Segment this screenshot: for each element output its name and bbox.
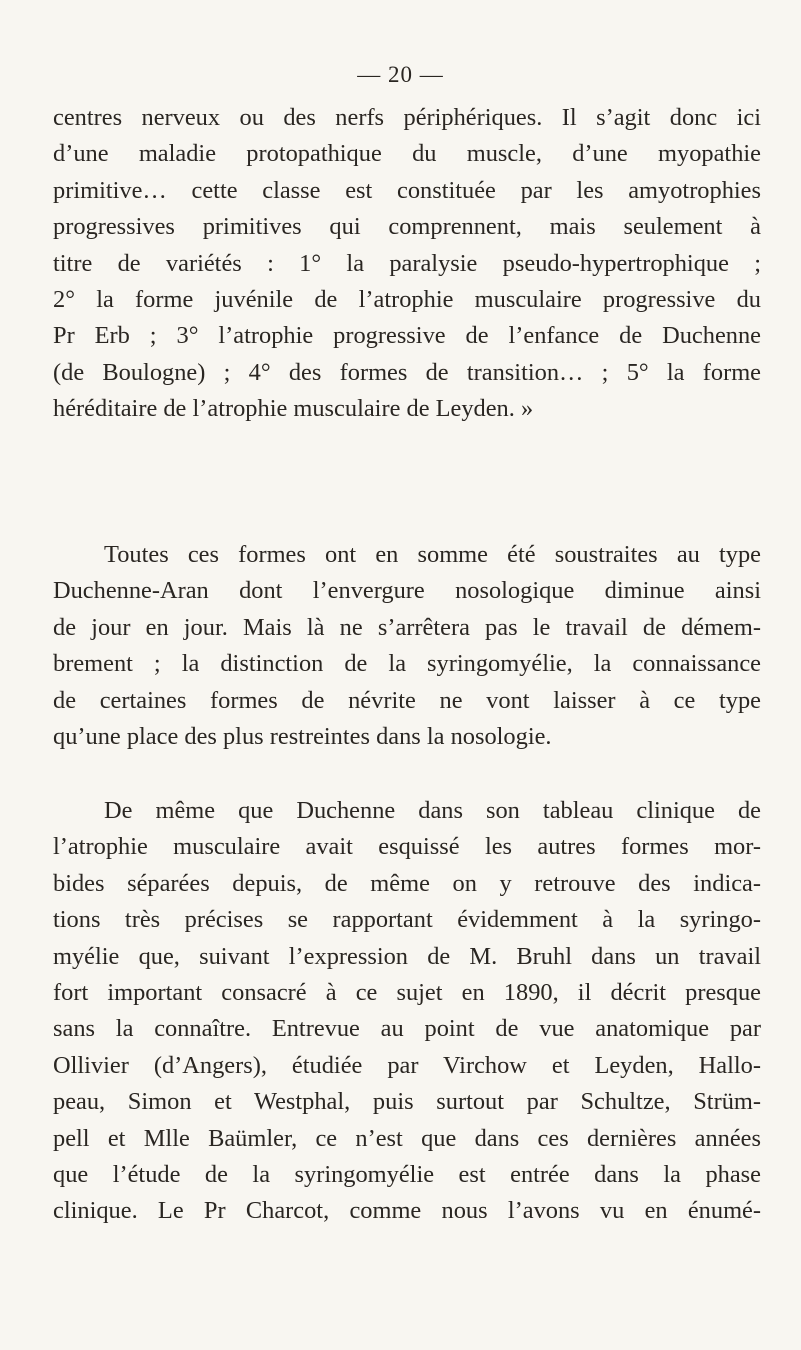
text-line: fort important consacré à ce sujet en 1890, il décrit presque [53,978,761,1006]
paragraph-3 [53,793,761,1230]
text-line: l’atrophie musculaire avait esquissé les autres formes mor- [53,833,761,861]
text-line: pell et Mlle Baümler, ce n’est que dans ces dernières années [53,1124,761,1152]
text-line: brement ; la distinction de la syringomyélie, la connaissance [53,650,761,678]
text-line: 2° la forme juvénile de l’atrophie musculaire progressive du [53,285,761,313]
text-line: Ollivier (d’Angers), étudiée par Virchow et Leyden, Hallo- [53,1051,761,1079]
text-line: qu’une place des plus restreintes dans la nosologie. [53,722,552,750]
text-line: (de Boulogne) ; 4° des formes de transition… ; 5° la forme [53,358,761,386]
page-number: — 20 — [357,62,444,87]
paragraph-1 [53,100,761,428]
text-line: de jour en jour. Mais là ne s’arrêtera pas le travail de démem- [53,613,761,641]
text-line: Pr Erb ; 3° l’atrophie progressive de l’enfance de Duchenne [53,322,761,350]
text-line: Duchenne-Aran dont l’envergure nosologique diminue ainsi [53,577,761,605]
text-line: primitive… cette classe est constituée par les amyotrophies [53,176,761,204]
text-line: héréditaire de l’atrophie musculaire de Leyden. » [53,395,534,423]
text-line: peau, Simon et Westphal, puis surtout par Schultze, Strüm- [53,1088,761,1116]
text-line: d’une maladie protopathique du muscle, d’une myopathie [53,140,761,168]
paragraph-2 [53,537,761,755]
text-line: progressives primitives qui comprennent, mais seulement à [53,213,761,241]
text-line: que l’étude de la syringomyélie est entrée dans la phase [53,1160,761,1188]
text-line: centres nerveux ou des nerfs périphériques. Il s’agit donc ici [53,104,761,131]
text-line: clinique. Le Pr Charcot, comme nous l’avons vu en énumé- [53,1197,761,1225]
text-line: tions très précises se rapportant évidemment à la syringo- [53,906,761,934]
text-line: titre de variétés : 1° la paralysie pseudo-hypertrophique ; [53,249,761,277]
text-line: de certaines formes de névrite ne vont laisser à ce type [53,686,761,714]
text-line: De même que Duchenne dans son tableau clinique de [104,797,761,824]
text-line: sans la connaître. Entrevue au point de vue anatomique par [53,1015,761,1043]
text-line: myélie que, suivant l’expression de M. Bruhl dans un travail [53,942,761,970]
text-line: Toutes ces formes ont en somme été soustraites au type [104,541,761,568]
text-line: bides séparées depuis, de même on y retrouve des indica- [53,869,761,897]
